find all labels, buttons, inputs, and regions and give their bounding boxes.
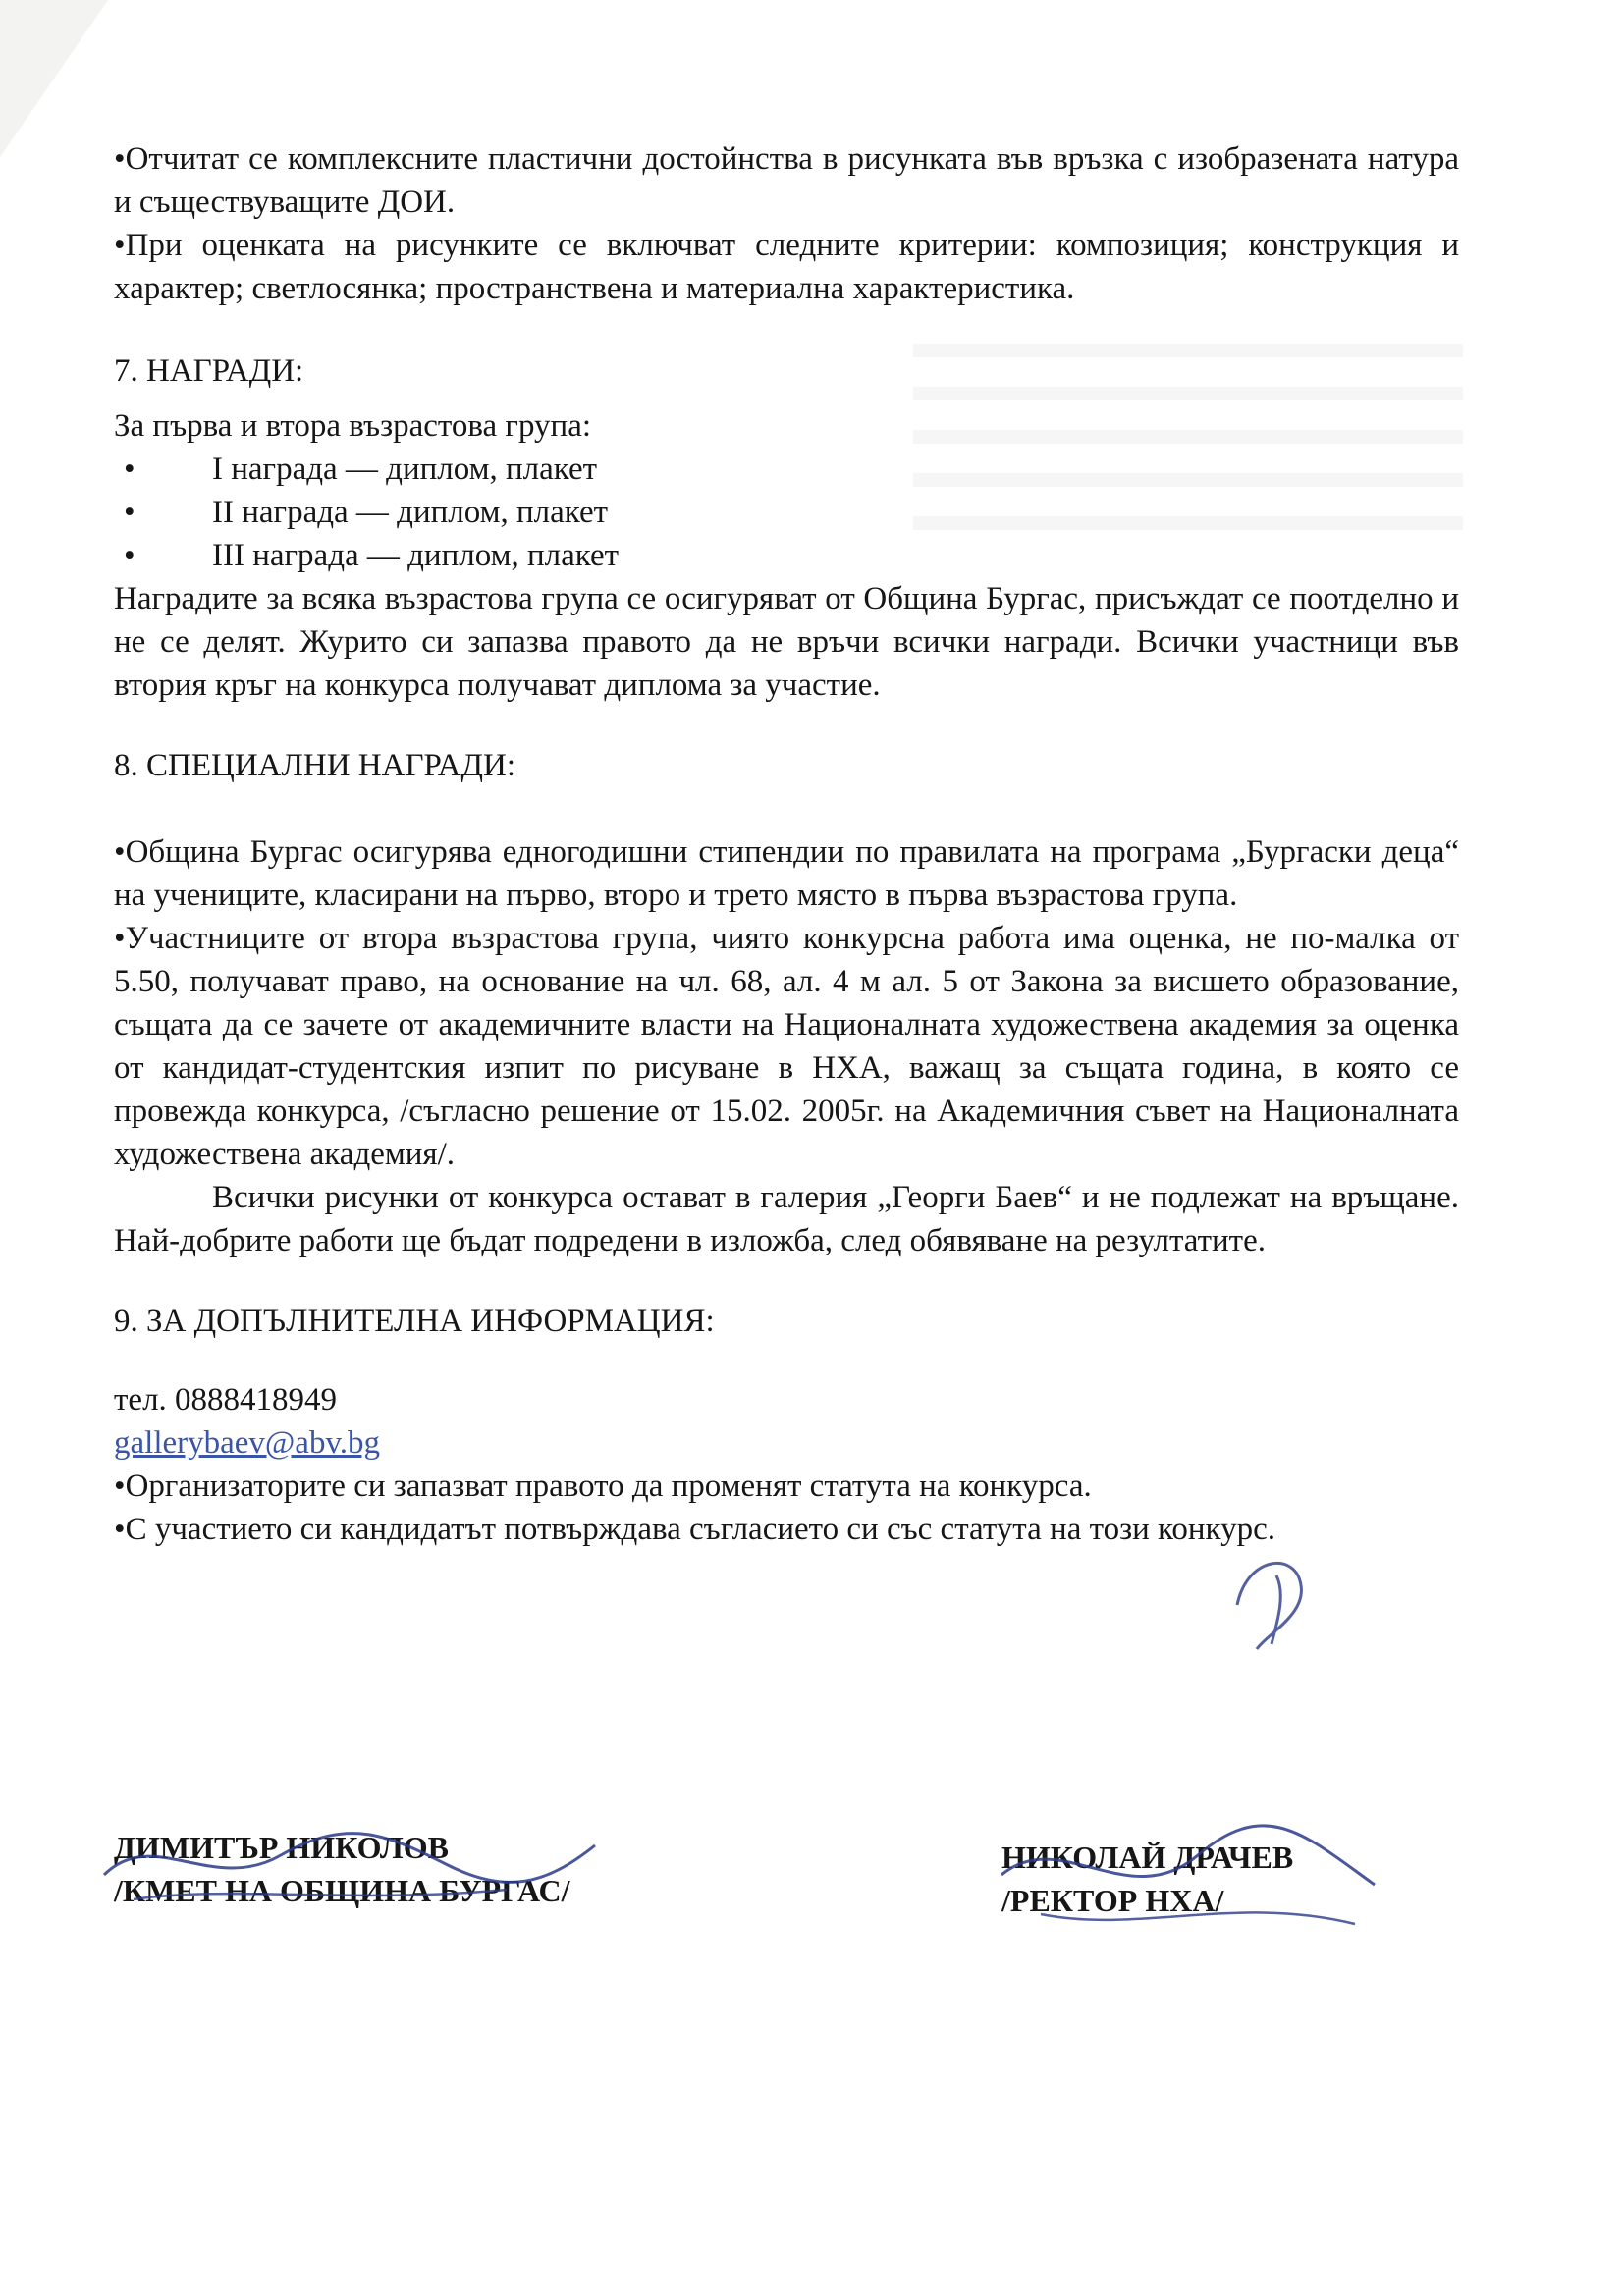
section-7-intro: За първа и втора възрастова група: [114, 408, 592, 444]
bullet-symbol: • [114, 1512, 126, 1547]
handwritten-initial-mark [1218, 1546, 1326, 1654]
section-9-heading: 9. ЗА ДОПЪЛНИТЕЛНА ИНФОРМАЦИЯ: [114, 1304, 715, 1339]
criteria-bullet-1 [114, 137, 1459, 224]
criteria-bullet-2 [114, 224, 1459, 310]
bullet-symbol: • [114, 141, 126, 177]
document-body [114, 137, 1459, 1551]
bullet-text: Община Бургас осигурява едногодишни стипендии по правилата на програма „Бургаски деца“ на учениците, класирани на първо, второ и трето място в първа възрастова група. [114, 834, 1459, 913]
award-item [114, 491, 1459, 534]
page-corner-fold [0, 0, 108, 157]
closing-bullet-1 [114, 1465, 1459, 1508]
signatory-name: НИКОЛАЙ ДРАЧЕВ [1001, 1840, 1294, 1875]
special-award-bullet-2 [114, 917, 1459, 1176]
signatory-title: /РЕКТОР НХА/ [1001, 1883, 1224, 1918]
bullet-symbol: • [124, 452, 135, 487]
bullet-text: С участието си кандидатът потвърждава съгласието си със статута на този конкурс. [125, 1512, 1275, 1547]
signatory-name: ДИМИТЪР НИКОЛОВ [114, 1830, 449, 1865]
award-item [114, 534, 1459, 577]
signature-block-rector [1001, 1836, 1293, 1922]
bullet-symbol: • [114, 1468, 126, 1504]
email-link[interactable]: gallerybaev@abv.bg [114, 1425, 381, 1461]
bullet-text: Отчитат се комплексните пластични достойнства в рисунката във връзка с изобразената натура и съществуващите ДОИ. [114, 141, 1459, 220]
award-text: I награда — диплом, плакет [212, 452, 598, 487]
bullet-symbol: • [114, 921, 126, 956]
special-award-bullet-1 [114, 830, 1459, 917]
award-item [114, 448, 1459, 491]
bullet-symbol: • [114, 834, 126, 870]
contact-phone: тел. 0888418949 [114, 1382, 338, 1417]
contact-email[interactable] [114, 1421, 1459, 1465]
closing-bullet-2 [114, 1508, 1459, 1551]
awards-note: Наградите за всяка възрастова група се осигуряват от Община Бургас, присъждат се поотделно и не се делят. Журито си запазва правото да не връчи всички награди. Всички участници във втория кръг на конкурса получават диплома за участие. [114, 581, 1459, 703]
bullet-symbol: • [124, 538, 135, 573]
artworks-paragraph: Всички рисунки от конкурса остават в галерия „Георги Баев“ и не подлежат на връщане. Най-добрите работи ще бъдат подредени в изложба, след обявяване на резултатите. [114, 1180, 1459, 1258]
bullet-symbol: • [124, 495, 135, 530]
section-8-heading: 8. СПЕЦИАЛНИ НАГРАДИ: [114, 748, 516, 783]
bullet-symbol: • [114, 228, 126, 263]
signatory-title: /КМЕТ НА ОБЩИНА БУРГАС/ [114, 1873, 570, 1908]
bullet-text: Участниците от втора възрастова група, чиято конкурсна работа има оценка, не по-малка от 5.50, получават право, на основание на чл. 68, ал. 4 м ал. 5 от Закона за висшето образование, същата да се зачете от академичните власти на Националната художествена академия за оценка от кандидат-студентския изпит по рисуване в НХА, важащ за същата година, в която се провежда конкурса, /съгласно решение от 15.02. 2005г. на Академичния съвет на Националната художествена академия/. [114, 921, 1459, 1172]
award-text: II награда — диплом, плакет [212, 495, 609, 530]
section-7-heading: 7. НАГРАДИ: [114, 353, 304, 389]
bullet-text: При оценката на рисунките се включват следните критерии: композиция; конструкция и характер; светлосянка; пространствена и материална характеристика. [114, 228, 1459, 306]
bullet-text: Организаторите си запазват правото да променят статута на конкурса. [125, 1468, 1092, 1504]
award-text: III награда — диплом, плакет [212, 538, 620, 573]
signature-block-mayor [114, 1826, 570, 1912]
